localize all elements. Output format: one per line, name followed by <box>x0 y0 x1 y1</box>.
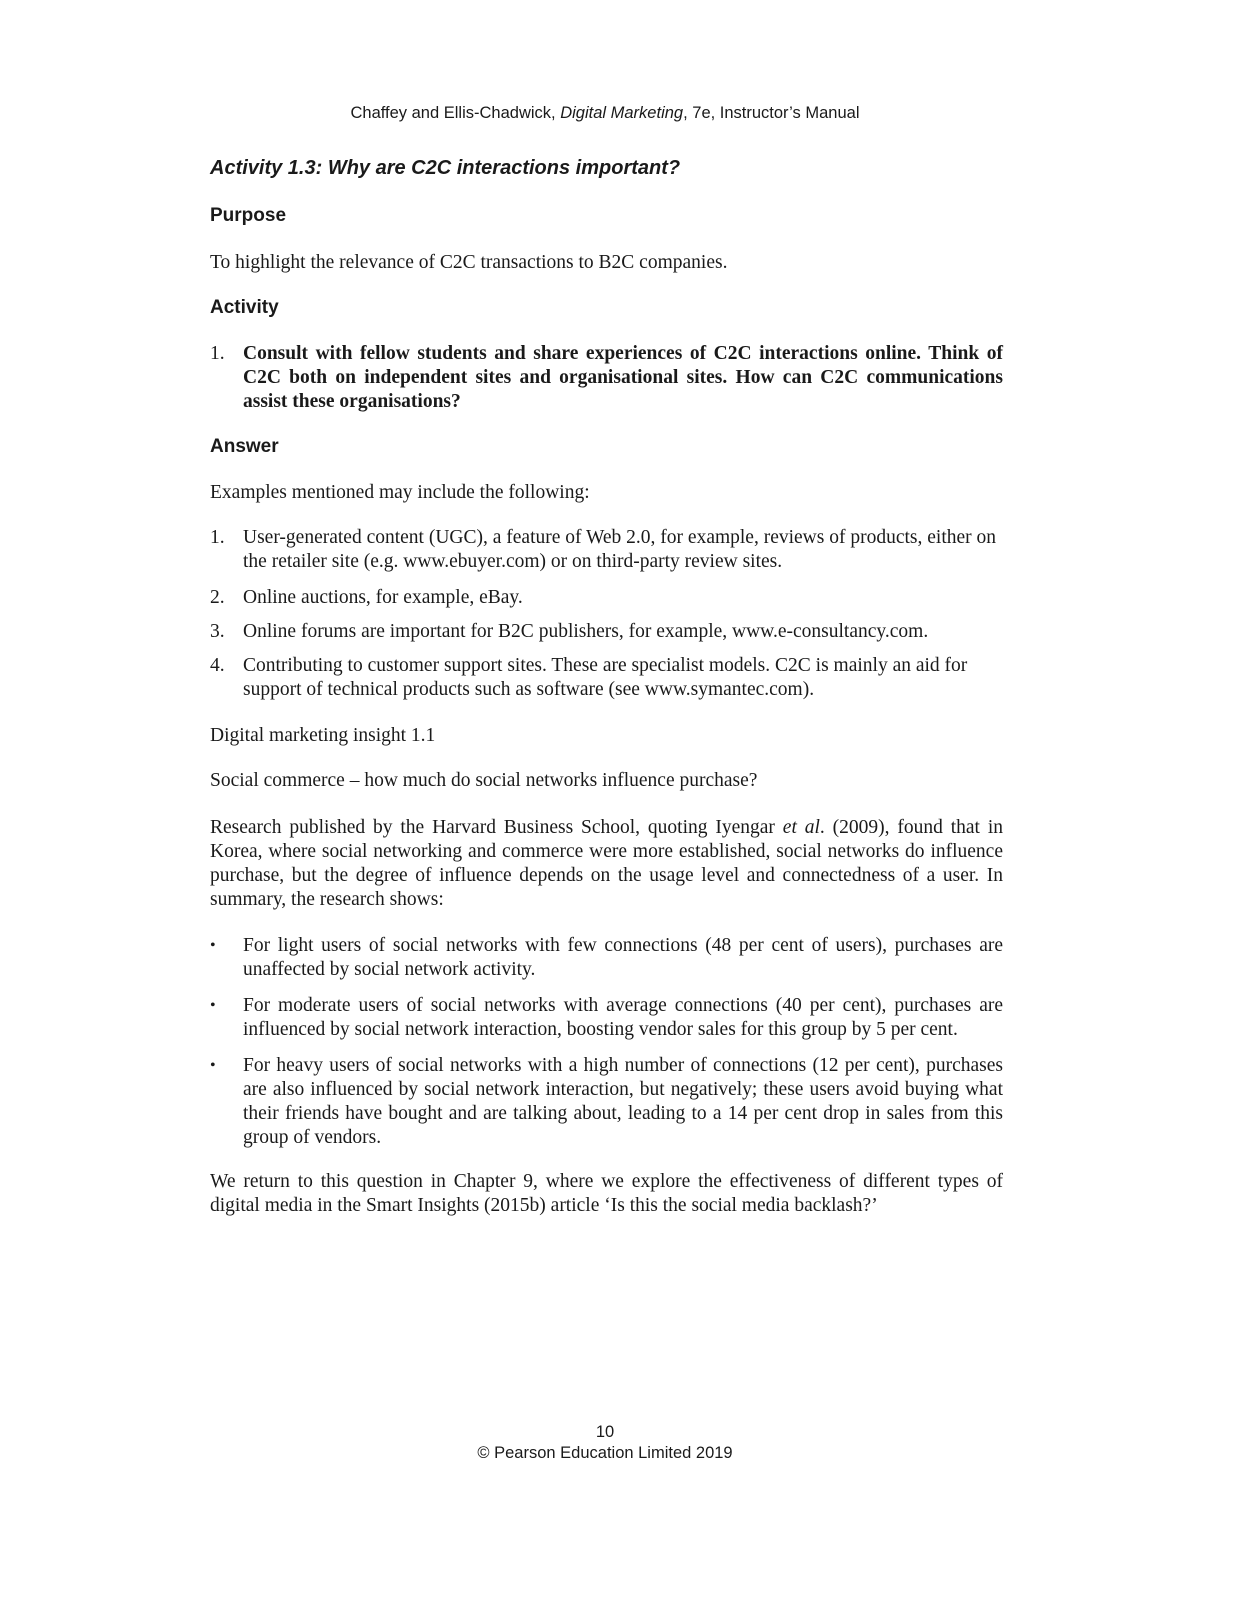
running-header <box>0 104 1210 123</box>
research-text-start: Research published by the Harvard Business School, quoting Iyengar <box>210 817 783 838</box>
bullet-text: For heavy users of social networks with a high number of connections (12 per cent), purchases are also influenced by social network interaction, but negatively; these users avoid buying what their friends have bought and are talking about, leading to a 14 per cent drop in sales from this group of vendors. <box>243 1055 1003 1148</box>
answer-item-text: Online forums are important for B2C publishers, for example, www.e-consultancy.com. <box>243 621 929 642</box>
answer-heading: Answer <box>210 436 279 457</box>
answer-item-text: Online auctions, for example, eBay. <box>243 587 523 608</box>
list-number: 4. <box>210 655 225 676</box>
research-paragraph <box>210 816 1003 912</box>
answer-intro: Examples mentioned may include the following: <box>210 482 590 503</box>
activity-heading: Activity <box>210 297 279 318</box>
answer-item <box>210 526 1003 574</box>
bullet-text: For light users of social networks with few connections (48 per cent of users), purchases are unaffected by social network activity. <box>243 935 1003 980</box>
research-et-al: et al <box>782 817 820 838</box>
question-text: Consult with fellow students and share experiences of C2C interactions online. Think of C2C both on independent sites and organisational sites. How can C2C communications assist these organisations? <box>243 343 1003 412</box>
bullet-item <box>210 994 1003 1042</box>
purpose-text: To highlight the relevance of C2C transactions to B2C companies. <box>210 252 728 273</box>
page-number: 10 <box>595 1423 615 1441</box>
activity-question <box>210 342 1003 414</box>
bullet-icon: • <box>210 1057 216 1074</box>
header-authors: Chaffey and Ellis-Chadwick, <box>350 104 556 122</box>
bullet-item <box>210 1054 1003 1150</box>
research-text-end: . (2009), found that in Korea, where social networking and commerce were more established, social networks do influence purchase, but the degree of influence depends on the usage level and connectedness of a user. In summary, the research shows: <box>210 817 1004 910</box>
bullet-text: For moderate users of social networks with average connections (40 per cent), purchases are influenced by social network interaction, boosting vendor sales for this group by 5 per cent. <box>243 995 1003 1040</box>
purpose-heading: Purpose <box>210 205 287 226</box>
insight-subtitle: Social commerce – how much do social networks influence purchase? <box>210 770 758 791</box>
header-edition: , 7e, Instructor’s Manual <box>683 104 860 122</box>
copyright-notice: © Pearson Education Limited 2019 <box>477 1444 733 1462</box>
list-number: 2. <box>210 587 225 608</box>
insight-label: Digital marketing insight 1.1 <box>210 725 436 746</box>
answer-item <box>210 586 1003 610</box>
bullet-icon: • <box>210 997 216 1014</box>
answer-item <box>210 654 1003 702</box>
answer-item-text: Contributing to customer support sites. These are specialist models. C2C is mainly an aid for support of technical products such as software (see www.symantec.com). <box>243 655 968 700</box>
answer-item-text: User-generated content (UGC), a feature of Web 2.0, for example, reviews of products, either on the retailer site (e.g. www.ebuyer.com) or on third-party review sites. <box>243 527 997 572</box>
bullet-item <box>210 934 1003 982</box>
answer-item <box>210 620 1003 644</box>
activity-title: Activity 1.3: Why are C2C interactions important? <box>210 157 681 179</box>
list-number: 1. <box>210 343 225 364</box>
closing-paragraph: We return to this question in Chapter 9, where we explore the effectiveness of different types of digital media in the Smart Insights (2015b) article ‘Is this the social media backlash?’ <box>210 1171 1003 1216</box>
list-number: 1. <box>210 527 225 548</box>
bullet-icon: • <box>210 937 216 954</box>
list-number: 3. <box>210 621 225 642</box>
header-book-title: Digital Marketing <box>560 104 684 122</box>
